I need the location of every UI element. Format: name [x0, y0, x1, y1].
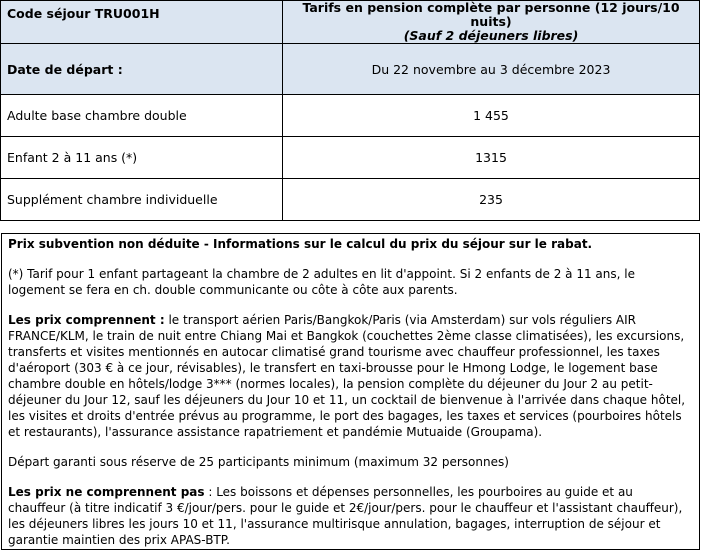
includes-text: le transport aérien Paris/Bangkok/Paris (via Amsterdam) sur vols réguliers AIR FRANCE/KLM, le train de nuit entre Chiang Mai et Bangkok (couchettes 2ème classe climatisées), les excursions, transferts et visites mentionnés en autocar climatisé grand tourisme avec chauffeur professionnel, les taxes d'aéroport (303 € à ce jour, révisables), le transfert en taxi-brousse pour le Hmong Lodge, le logement base chambre double en hôtels/lodge 3*** (normes locales), la pension complète du déjeuner du Jour 2 au petit-déjeuner du Jour 12, sauf les déjeuners du Jour 10 et 11, un cocktail de bienvenue à l'arrivée dans chaque hôtel, les visites et droits d'entrée prévus au programme, le port des bagages, les taxes et services (pourboires hôtels et restaurants), l'assurance assistance rapatriement et pandémie Mutuaide (Groupama). [8, 313, 686, 439]
header-row [1, 1, 700, 44]
price-table [0, 0, 700, 221]
table-row [1, 95, 700, 137]
table-row [1, 179, 700, 221]
departure-date-label: Date de départ : [1, 44, 283, 95]
includes-paragraph [8, 312, 693, 440]
row-label: Adulte base chambre double [1, 95, 283, 137]
stay-code: Code séjour TRU001H [1, 1, 283, 44]
row-label: Enfant 2 à 11 ans (*) [1, 137, 283, 179]
excludes-text: : Les boissons et dépenses personnelles, les pourboires au guide et au chauffeur (à titre indicatif 3 €/jour/pers. pour le guide et 2€/jour/pers. pour le chauffeur et l'assistant chauffeur), les déjeuners libres les jours 10 et 11, l'assurance multirisque annulation, bagages, interruption de séjour et garantie maintien des prix APAS-BTP. [8, 485, 683, 547]
tarif-subtitle: (Sauf 2 déjeuners libres) [403, 28, 579, 43]
row-price: 235 [283, 179, 700, 221]
tarif-title: Tarifs en pension complète par personne (12 jours/10 nuits) [302, 0, 680, 29]
row-label: Supplément chambre individuelle [1, 179, 283, 221]
table-row [1, 137, 700, 179]
excludes-label: Les prix ne comprennent pas [8, 485, 205, 499]
departure-date-row [1, 44, 700, 95]
row-price: 1 455 [283, 95, 700, 137]
child-note: (*) Tarif pour 1 enfant partageant la chambre de 2 adultes en lit d'appoint. Si 2 enfants de 2 à 11 ans, le logement se fera en ch. double communicante ou côte à côte aux parents. [8, 267, 635, 297]
departure-date-value: Du 22 novembre au 3 décembre 2023 [283, 44, 700, 95]
excludes-paragraph [8, 484, 693, 548]
tarif-header [283, 1, 700, 44]
row-price: 1315 [283, 137, 700, 179]
departure-guarantee: Départ garanti sous réserve de 25 participants minimum (maximum 32 personnes) [8, 455, 509, 469]
info-box [1, 233, 700, 550]
info-title: Prix subvention non déduite - Informations sur le calcul du prix du séjour sur le rabat. [8, 237, 593, 251]
includes-label: Les prix comprennent : [8, 313, 165, 327]
